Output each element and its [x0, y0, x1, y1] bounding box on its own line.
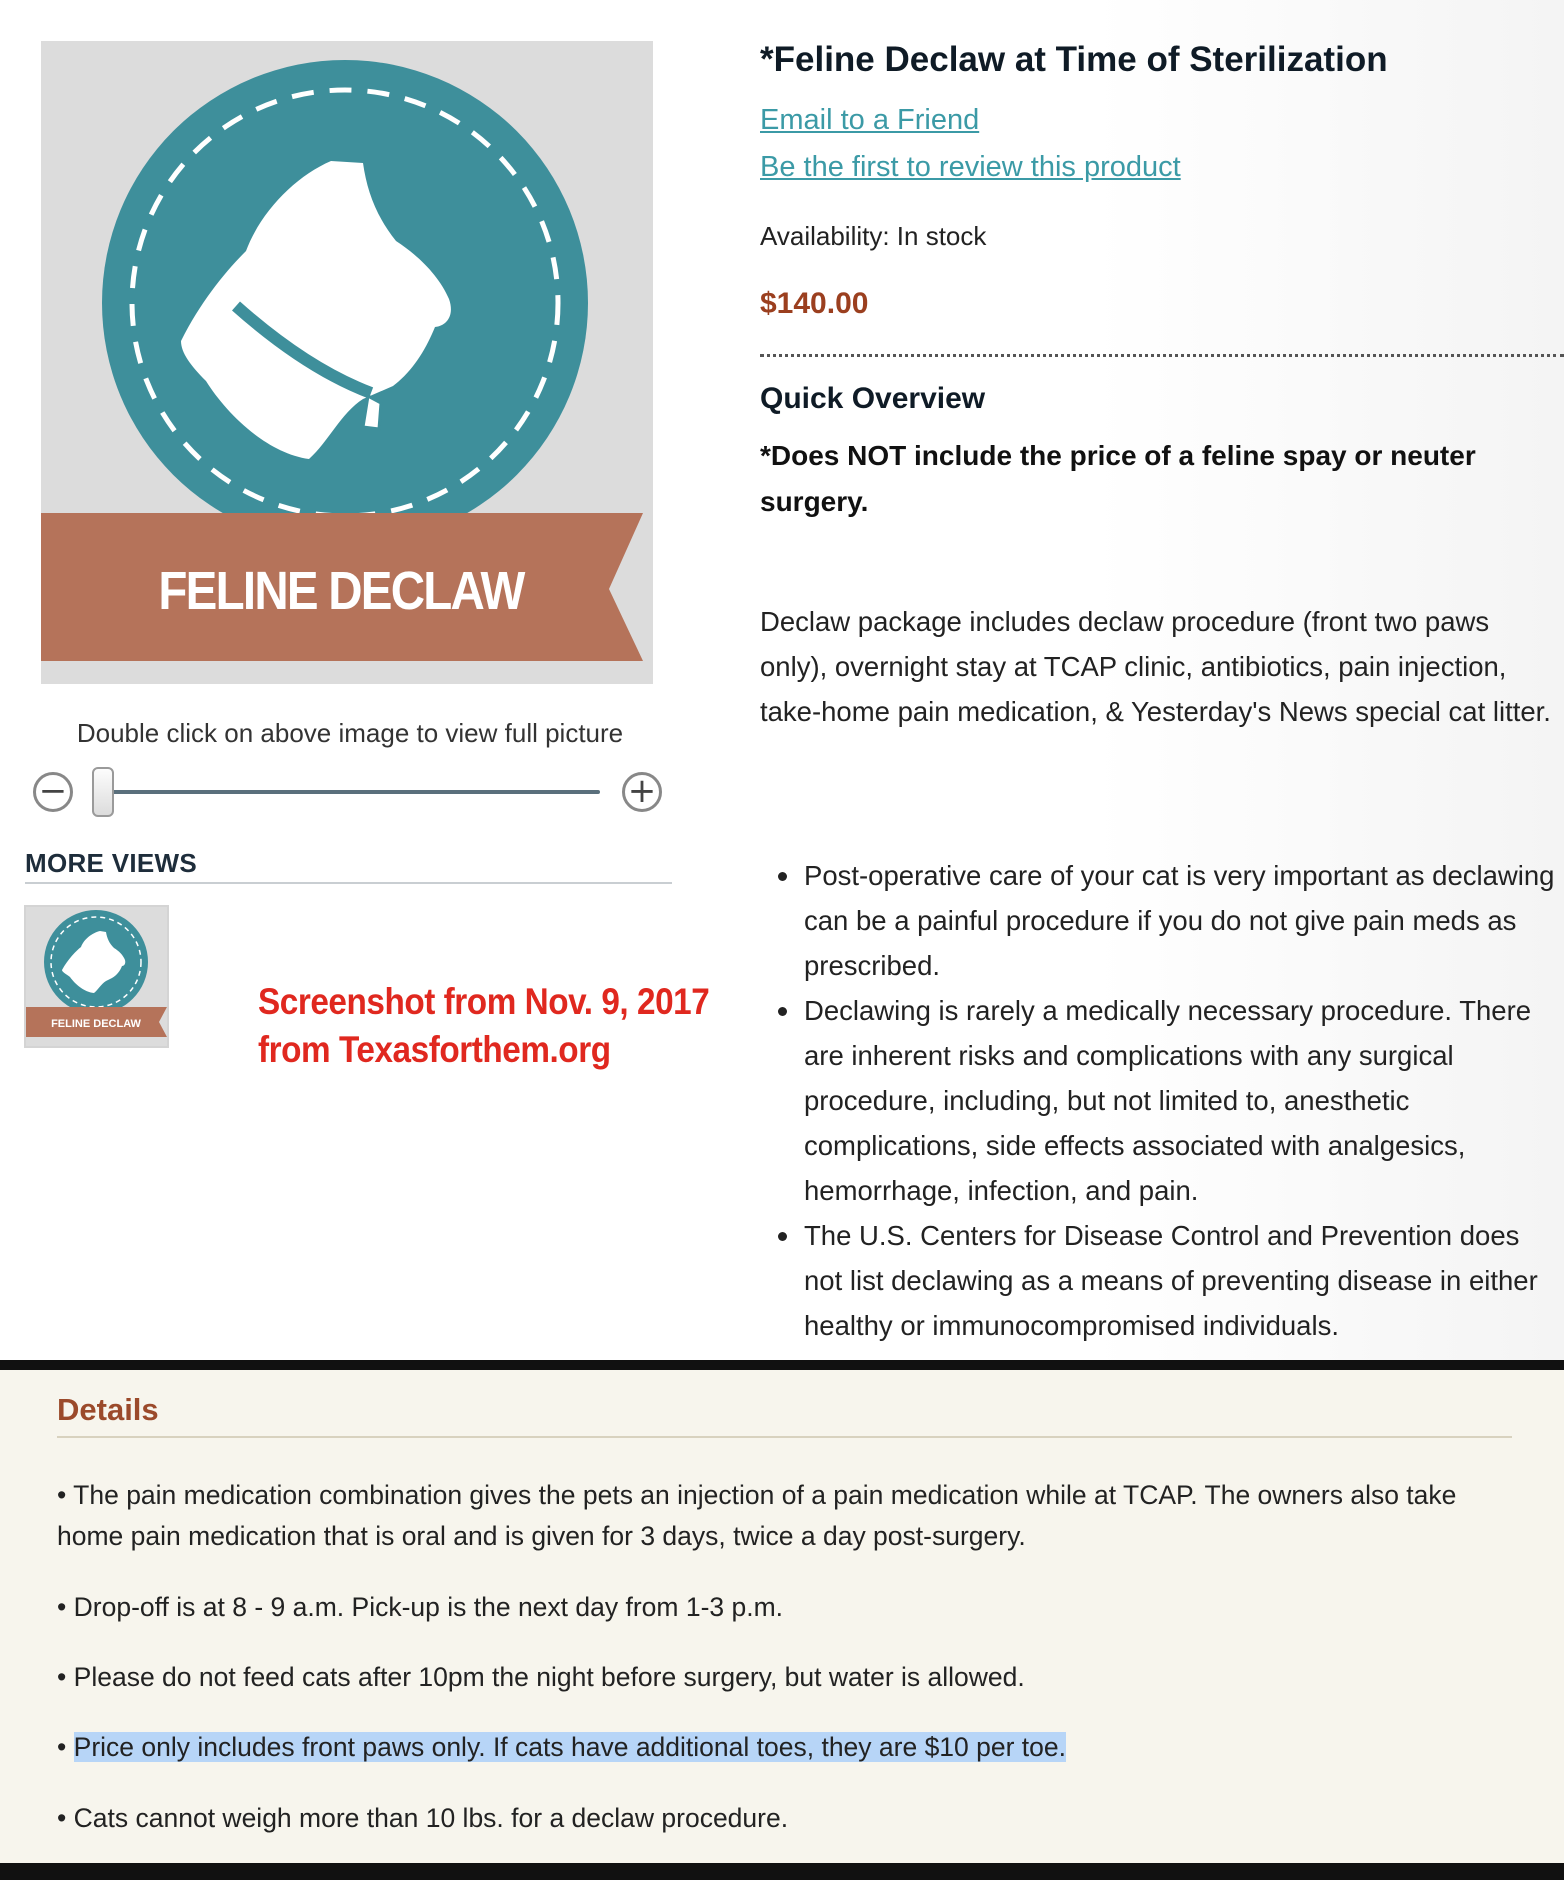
watermark-line-1: Screenshot from Nov. 9, 2017 — [258, 981, 710, 1022]
image-caption: Double click on above image to view full picture — [76, 718, 624, 748]
bullet-glyph: • — [57, 1662, 67, 1692]
email-to-friend-link[interactable]: Email to a Friend — [760, 104, 980, 136]
screenshot-watermark — [258, 978, 709, 1074]
zoom-slider-track[interactable] — [110, 790, 600, 794]
highlighted-details-text: Price only includes front paws only. If cats have additional toes, they are $10 per toe. — [73, 1732, 1067, 1762]
zoom-slider-handle[interactable] — [92, 767, 114, 817]
more-views-divider — [25, 882, 672, 884]
details-item-text: Drop-off is at 8 - 9 a.m. Pick-up is the next day from 1-3 p.m. — [73, 1592, 784, 1622]
bullet-glyph: • — [57, 1803, 67, 1833]
price-divider — [760, 354, 1564, 357]
details-item-text: The pain medication combination gives the pets an injection of a pain medication while at TCAP. The owners also take home pain medication that is oral and is given for 3 days, twice a day post-surgery. — [57, 1480, 1457, 1551]
more-views-thumbnail[interactable] — [24, 905, 169, 1048]
bullet-glyph: • — [57, 1480, 67, 1510]
details-divider — [57, 1436, 1512, 1438]
details-top-border — [0, 1360, 1564, 1370]
bullet-glyph: • — [57, 1732, 67, 1762]
details-item — [57, 1475, 1517, 1557]
details-item — [57, 1727, 1517, 1768]
thumbnail-illustration — [26, 907, 167, 1046]
product-price: $140.00 — [760, 287, 869, 320]
write-review-link[interactable]: Be the first to review this product — [760, 151, 1181, 183]
banner-label: FELINE DECLAW — [158, 560, 524, 621]
more-views-heading: MORE VIEWS — [25, 848, 198, 878]
details-item — [57, 1657, 1517, 1698]
details-item-text: Cats cannot weigh more than 10 lbs. for a declaw procedure. — [73, 1803, 789, 1833]
details-item-text: Please do not feed cats after 10pm the night before surgery, but water is allowed. — [73, 1662, 1025, 1692]
details-item — [57, 1798, 1517, 1839]
quick-overview-heading: Quick Overview — [760, 382, 986, 415]
list-item: Post-operative care of your cat is very important as declawing can be a painful procedure if you do not give pain meds as prescribed. — [760, 853, 1564, 988]
bullet-glyph: • — [57, 1592, 67, 1622]
product-title: *Feline Declaw at Time of Sterilization — [760, 40, 1388, 79]
watermark-line-2: from Texasforthem.org — [258, 1029, 611, 1070]
details-bottom-border — [0, 1863, 1564, 1880]
collar-tag-shape — [363, 396, 381, 429]
zoom-in-button[interactable]: + — [622, 772, 662, 812]
feline-declaw-illustration — [41, 41, 653, 684]
overview-bullet-list — [760, 853, 1564, 1348]
overview-note: *Does NOT include the price of a feline spay or neuter surgery. — [760, 440, 1476, 517]
list-item: Declawing is rarely a medically necessary procedure. There are inherent risks and complications with any surgical procedure, including, but not limited to, anesthetic complications, side effects associated with analgesics, hemorrhage, infection, and pain. — [760, 988, 1564, 1213]
overview-description: Declaw package includes declaw procedure (front two paws only), overnight stay at TCAP clinic, antibiotics, pain injection, take-home pain medication, & Yesterday's News special cat litter. — [760, 606, 1551, 727]
list-item: The U.S. Centers for Disease Control and Prevention does not list declawing as a means of preventing disease in either healthy or immunocompromised individuals. — [760, 1213, 1564, 1348]
zoom-out-button[interactable]: − — [33, 772, 73, 812]
thumbnail-label: FELINE DECLAW — [51, 1018, 141, 1030]
details-heading: Details — [57, 1392, 159, 1427]
availability-status: Availability: In stock — [760, 221, 987, 251]
product-image[interactable] — [41, 41, 653, 684]
details-item — [57, 1587, 1517, 1628]
